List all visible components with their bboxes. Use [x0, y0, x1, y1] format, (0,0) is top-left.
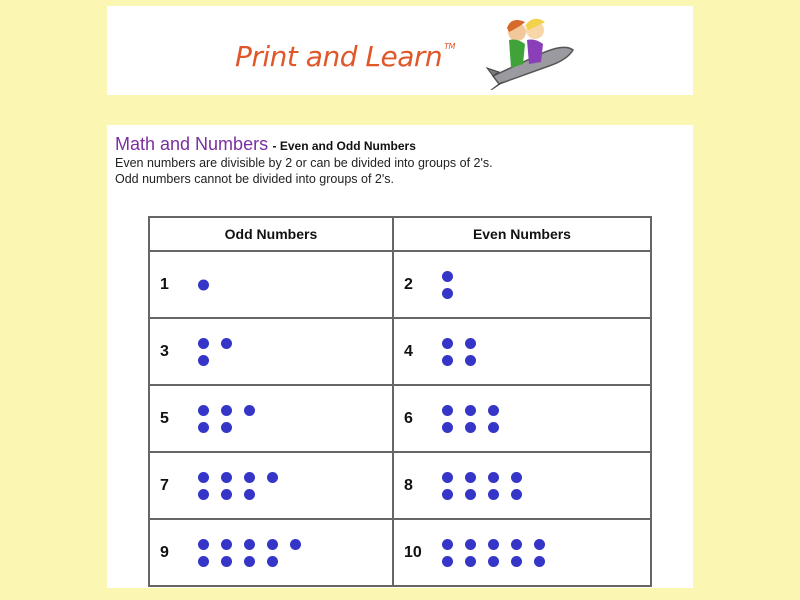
dot [198, 405, 209, 416]
odd-cell [149, 251, 393, 318]
dot [198, 279, 209, 290]
dot [511, 489, 522, 500]
dot-row [198, 405, 255, 416]
dot [244, 489, 255, 500]
dot [267, 472, 278, 483]
dot [465, 489, 476, 500]
dot-group [442, 332, 476, 372]
dot-row [442, 556, 545, 567]
odd-number: 1 [160, 275, 169, 293]
dot-row [442, 271, 453, 282]
dot [221, 556, 232, 567]
dot [442, 338, 453, 349]
dot [198, 422, 209, 433]
dot [442, 556, 453, 567]
dot [442, 405, 453, 416]
even-number: 2 [403, 275, 413, 293]
dot [221, 422, 232, 433]
dot-row [198, 556, 301, 567]
even-number: 4 [403, 342, 413, 360]
odd-number: 9 [160, 543, 169, 561]
description-even: Even numbers are divisible by 2 or can be divided into groups of 2's. [115, 156, 493, 170]
dot-row [198, 472, 278, 483]
dot-group [198, 332, 232, 372]
dot [442, 539, 453, 550]
dot [221, 405, 232, 416]
even-cell [393, 452, 651, 519]
dot [534, 539, 545, 550]
table-row [149, 452, 651, 519]
dot [465, 422, 476, 433]
odd-cell [149, 318, 393, 385]
odd-number: 5 [160, 409, 169, 427]
dot-row [442, 472, 522, 483]
dot [221, 489, 232, 500]
dot [198, 338, 209, 349]
dot-row [442, 539, 545, 550]
dot [488, 405, 499, 416]
dot [221, 472, 232, 483]
header-even: Even Numbers [393, 217, 651, 251]
dot-row [442, 405, 499, 416]
dot [267, 556, 278, 567]
table-row [149, 318, 651, 385]
even-cell [393, 385, 651, 452]
dot [267, 539, 278, 550]
dot-row [442, 338, 476, 349]
dot-group [442, 533, 545, 573]
dot-row [442, 355, 476, 366]
dot [244, 405, 255, 416]
dot [511, 539, 522, 550]
dot-group [198, 399, 255, 439]
title-main: Math and Numbers [115, 134, 269, 154]
dot [221, 338, 232, 349]
dot [511, 472, 522, 483]
dot [465, 539, 476, 550]
dot-row [442, 489, 522, 500]
page-title [115, 134, 416, 155]
even-cell [393, 519, 651, 586]
dot-group [198, 533, 301, 573]
dot [442, 422, 453, 433]
dot [488, 422, 499, 433]
dot [198, 489, 209, 500]
trademark: TM [444, 42, 455, 51]
even-cell [393, 318, 651, 385]
dot-row [442, 422, 499, 433]
dot [465, 355, 476, 366]
banner [107, 6, 693, 95]
dot [465, 472, 476, 483]
dot [198, 472, 209, 483]
logo [235, 40, 455, 73]
kids-on-rocket-icon [485, 14, 575, 90]
title-sub: - Even and Odd Numbers [272, 139, 416, 153]
dot-group [198, 466, 278, 506]
even-cell [393, 251, 651, 318]
odd-cell [149, 385, 393, 452]
dot-row [198, 279, 209, 290]
odd-cell [149, 452, 393, 519]
dot-row [198, 539, 301, 550]
dot [198, 539, 209, 550]
dot-row [198, 338, 232, 349]
dot [442, 288, 453, 299]
dot [511, 556, 522, 567]
odd-even-table [148, 216, 652, 587]
odd-cell [149, 519, 393, 586]
dot-row [198, 422, 255, 433]
dot-group [442, 466, 522, 506]
dot [198, 556, 209, 567]
description-odd: Odd numbers cannot be divided into groups of 2's. [115, 172, 394, 186]
dot [442, 271, 453, 282]
dot [488, 539, 499, 550]
table-row [149, 385, 651, 452]
dot [488, 472, 499, 483]
dot [465, 405, 476, 416]
dot [465, 338, 476, 349]
header-odd: Odd Numbers [149, 217, 393, 251]
worksheet [107, 125, 693, 588]
dot [488, 556, 499, 567]
even-number: 10 [403, 543, 422, 561]
dot [221, 539, 232, 550]
table-row [149, 519, 651, 586]
odd-number: 7 [160, 476, 169, 494]
dot [465, 556, 476, 567]
dot [488, 489, 499, 500]
even-number: 8 [403, 476, 413, 494]
dot [442, 472, 453, 483]
dot [244, 472, 255, 483]
odd-number: 3 [160, 342, 169, 360]
dot-group [442, 399, 499, 439]
dot [442, 355, 453, 366]
dot [442, 489, 453, 500]
dot [198, 355, 209, 366]
table-row [149, 251, 651, 318]
dot [534, 556, 545, 567]
dot [290, 539, 301, 550]
dot [244, 556, 255, 567]
dot-row [198, 355, 232, 366]
dot-group [442, 265, 453, 305]
dot [244, 539, 255, 550]
dot-row [198, 489, 278, 500]
dot-group [198, 273, 209, 296]
even-number: 6 [403, 409, 413, 427]
dot-row [442, 288, 453, 299]
logo-text: Print and Learn [235, 40, 443, 73]
